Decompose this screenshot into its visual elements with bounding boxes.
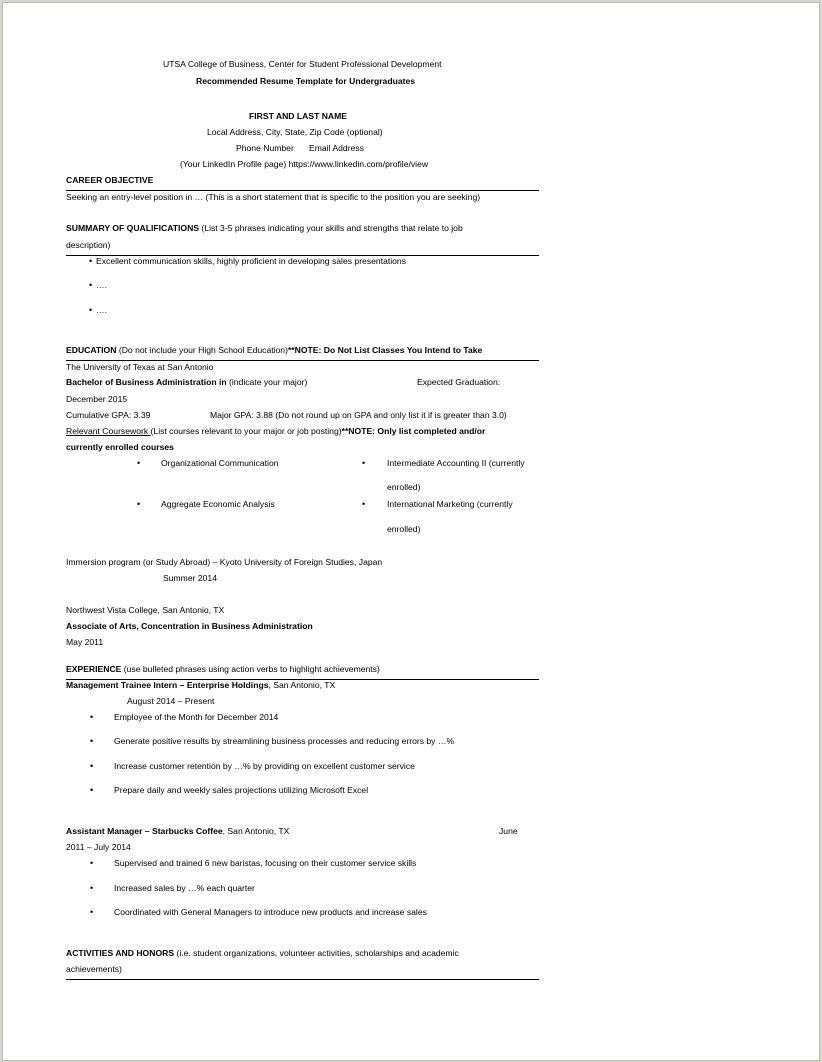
candidate-name: FIRST AND LAST NAME — [249, 111, 348, 121]
bullet-icon: • — [90, 785, 94, 795]
education-note: (Do not include your High School Education) — [116, 345, 288, 355]
experience-note: (use bulleted phrases using action verbs to highlight achievements) — [121, 664, 380, 674]
degree-date: May 2011 — [66, 637, 104, 647]
bullet-icon: • — [90, 736, 94, 746]
degree-title: Bachelor of Business Administration in — [66, 377, 227, 387]
section-divider — [66, 360, 539, 361]
linkedin-line: (Your LinkedIn Profile page) https://www.linkedin.com/profile/view — [180, 159, 429, 169]
resume-page — [2, 2, 820, 1061]
section-divider — [66, 979, 539, 980]
job-dates: 2011 – July 2014 — [66, 842, 131, 852]
activities-heading-line — [66, 948, 459, 959]
job-bullet: Employee of the Month for December 2014 — [114, 712, 279, 722]
activities-heading: ACTIVITIES AND HONORS — [66, 948, 175, 958]
experience-heading-line — [66, 664, 380, 675]
job-title: Assistant Manager – Starbucks Coffee — [66, 826, 223, 836]
career-objective-heading: CAREER OBJECTIVE — [66, 175, 154, 185]
course-item-cont: enrolled) — [387, 524, 421, 534]
coursework-bold-note-cont: currently enrolled courses — [66, 442, 174, 452]
bullet-icon: • — [89, 280, 93, 290]
job-location: , San Antonio, TX — [222, 826, 290, 836]
org-header: UTSA College of Business, Center for Student Professional Development — [163, 59, 442, 69]
course-item: International Marketing (currently — [387, 499, 513, 509]
education-heading-line — [66, 345, 482, 356]
career-objective-text: Seeking an entry-level position in … (This is a short statement that is specific to the position you are seeking) — [66, 192, 481, 202]
bullet-icon: • — [90, 858, 94, 868]
summary-bullet: Excellent communication skills, highly proficient in developing sales presentations — [96, 256, 407, 266]
summary-heading-line — [66, 223, 463, 234]
experience-heading: EXPERIENCE — [66, 664, 122, 674]
job-bullet: Coordinated with General Managers to introduce new products and increase sales — [114, 907, 427, 917]
address-line: Local Address, City, State, Zip Code (optional) — [207, 127, 383, 137]
job-title-line — [66, 826, 289, 837]
course-item: Intermediate Accounting II (currently — [387, 458, 525, 468]
coursework-note: (List courses relevant to your major or job posting) — [150, 426, 342, 436]
email-address: Email Address — [309, 143, 364, 153]
job-dates: August 2014 – Present — [127, 696, 215, 706]
bullet-icon: • — [90, 761, 94, 771]
job-bullet: Supervised and trained 6 new baristas, focusing on their customer service skills — [114, 858, 417, 868]
graduation-date: December 2015 — [66, 394, 128, 404]
job-title: Management Trainee Intern – Enterprise Holdings — [66, 680, 269, 690]
bullet-icon: • — [362, 499, 366, 509]
document-title: Recommended Resume Template for Undergraduates — [196, 76, 416, 86]
job-bullet: Prepare daily and weekly sales projections utilizing Microsoft Excel — [114, 785, 369, 795]
degree-note: (indicate your major) — [226, 377, 308, 387]
course-item-cont: enrolled) — [387, 482, 421, 492]
bullet-icon: • — [90, 883, 94, 893]
course-item: Aggregate Economic Analysis — [161, 499, 275, 509]
bullet-icon: • — [137, 458, 141, 468]
degree-line — [66, 377, 307, 388]
activities-note: (i.e. student organizations, volunteer activities, scholarships and academic — [174, 948, 459, 958]
bullet-icon: • — [90, 712, 94, 722]
bullet-icon: • — [90, 907, 94, 917]
school-name: Northwest Vista College, San Antonio, TX — [66, 605, 225, 615]
summary-heading: SUMMARY OF QUALIFICATIONS — [66, 223, 200, 233]
job-title-line — [66, 680, 335, 691]
phone-number: Phone Number — [236, 143, 294, 153]
summary-bullet: …. — [96, 280, 107, 290]
expected-graduation-label: Expected Graduation: — [417, 377, 501, 387]
bullet-icon: • — [362, 458, 366, 468]
bullet-icon: • — [89, 305, 93, 315]
immersion-date: Summer 2014 — [163, 573, 217, 583]
coursework-bold-note: **NOTE: Only list completed and/or — [341, 426, 486, 436]
summary-bullet: …. — [96, 305, 107, 315]
course-item: Organizational Communication — [161, 458, 279, 468]
bullet-icon: • — [137, 499, 141, 509]
summary-note-cont: description) — [66, 240, 111, 250]
education-heading: EDUCATION — [66, 345, 117, 355]
job-location: , San Antonio, TX — [268, 680, 336, 690]
cumulative-gpa: Cumulative GPA: 3.39 — [66, 410, 151, 420]
bullet-icon: • — [89, 256, 93, 266]
coursework-label: Relevant Coursework — [66, 426, 151, 436]
job-bullet: Increase customer retention by …% by providing on excellent customer service — [114, 761, 415, 771]
education-bold-note: **NOTE: Do Not List Classes You Intend to Take — [287, 345, 483, 355]
major-gpa: Major GPA: 3.88 (Do not round up on GPA and only list it if is greater than 3.0) — [210, 410, 507, 420]
school-name: The University of Texas at San Antonio — [66, 362, 214, 372]
immersion-program: Immersion program (or Study Abroad) – Kyoto University of Foreign Studies, Japan — [66, 557, 383, 567]
summary-note: (List 3-5 phrases indicating your skills and strengths that relate to job — [199, 223, 463, 233]
job-bullet: Generate positive results by streamlining business processes and reducing errors by …% — [114, 736, 455, 746]
degree-title: Associate of Arts, Concentration in Business Administration — [66, 621, 313, 631]
section-divider — [66, 190, 539, 191]
coursework-line — [66, 426, 485, 437]
activities-note-cont: achievements) — [66, 964, 122, 974]
job-date-start: June — [499, 826, 518, 836]
job-bullet: Increased sales by …% each quarter — [114, 883, 255, 893]
